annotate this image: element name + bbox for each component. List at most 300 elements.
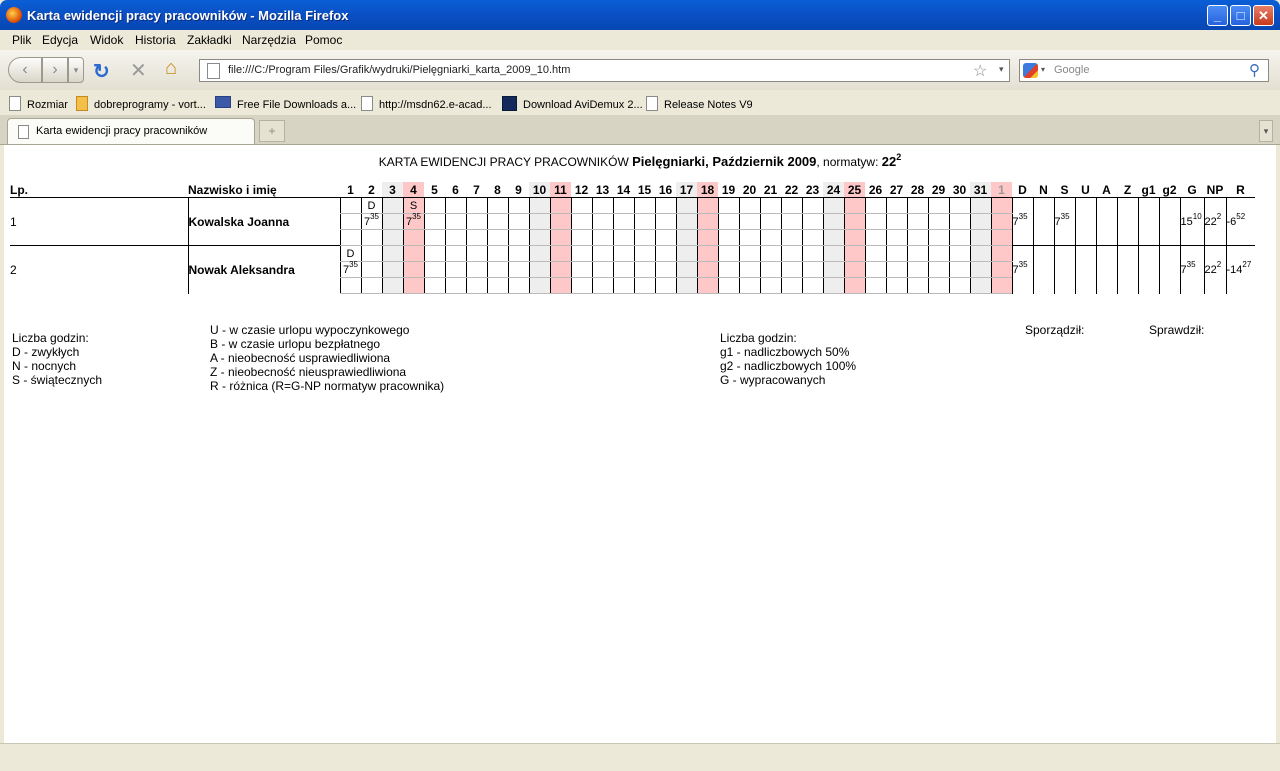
day-cell[interactable]: [823, 278, 844, 294]
day-cell[interactable]: [928, 198, 949, 214]
day-cell[interactable]: [823, 214, 844, 230]
sum-g: $15^{10}$: [1180, 198, 1204, 246]
sum-d: $7^{35}$: [1012, 198, 1033, 246]
day-cell[interactable]: [886, 278, 907, 294]
day-cell[interactable]: [550, 198, 571, 214]
day-cell[interactable]: [613, 262, 634, 278]
day-cell[interactable]: [697, 230, 718, 246]
day-cell[interactable]: [718, 198, 739, 214]
day-cell[interactable]: [424, 278, 445, 294]
day-cell[interactable]: [445, 262, 466, 278]
day-cell[interactable]: [508, 246, 529, 262]
day-cell[interactable]: [970, 230, 991, 246]
bookmark-item[interactable]: [646, 96, 753, 111]
day-cell[interactable]: [529, 214, 550, 230]
day-cell[interactable]: [361, 278, 382, 294]
day-cell[interactable]: [781, 198, 802, 214]
day-cell[interactable]: [865, 278, 886, 294]
header-day-31: 31: [970, 182, 991, 198]
day-cell[interactable]: [571, 214, 592, 230]
day-cell[interactable]: [781, 230, 802, 246]
bookmark-label: Download AviDemux 2...: [523, 99, 643, 111]
day-cell[interactable]: [823, 246, 844, 262]
day-cell[interactable]: [445, 246, 466, 262]
day-cell[interactable]: [487, 246, 508, 262]
header-day-14: 14: [613, 182, 634, 198]
employee-lp: 1: [10, 214, 17, 229]
reload-icon[interactable]: ↻: [93, 61, 110, 83]
day-cell[interactable]: [802, 198, 823, 214]
day-cell[interactable]: [697, 246, 718, 262]
menu-edycja[interactable]: Edycja: [42, 33, 79, 47]
day-cell[interactable]: [844, 230, 865, 246]
day-cell[interactable]: [655, 246, 676, 262]
header-day-27: 27: [886, 182, 907, 198]
day-cell[interactable]: [802, 214, 823, 230]
title-bar: [0, 0, 1280, 30]
day-cell[interactable]: D: [340, 246, 361, 262]
employee-lp: 2: [10, 246, 188, 294]
header-day-13: 13: [592, 182, 613, 198]
day-cell[interactable]: [697, 214, 718, 230]
sum-g2: [1159, 198, 1180, 246]
day-cell[interactable]: [403, 246, 424, 262]
day-cell[interactable]: [949, 214, 970, 230]
day-cell[interactable]: [844, 262, 865, 278]
day-cell[interactable]: [697, 262, 718, 278]
day-cell[interactable]: [424, 198, 445, 214]
day-cell[interactable]: [991, 262, 1012, 278]
header-day-21: 21: [760, 182, 781, 198]
bookmark-label: Rozmiar: [27, 99, 68, 111]
day-cell[interactable]: [760, 198, 781, 214]
page-content: [4, 145, 1276, 743]
day-cell[interactable]: [592, 262, 613, 278]
page-icon: [18, 125, 29, 139]
day-cell[interactable]: [718, 246, 739, 262]
day-cell[interactable]: [907, 262, 928, 278]
header-day-10: 10: [529, 182, 550, 198]
day-cell[interactable]: [739, 198, 760, 214]
day-cell[interactable]: [529, 230, 550, 246]
report-title-norm-label: , normatyw:: [816, 155, 882, 169]
header-day-19: 19: [718, 182, 739, 198]
day-cell[interactable]: [508, 262, 529, 278]
bookmark-label: http://msdn62.e-acad...: [379, 99, 492, 111]
day-cell[interactable]: [991, 278, 1012, 294]
page-icon: [9, 96, 21, 111]
search-bar[interactable]: [1019, 59, 1269, 82]
page-icon: [207, 63, 220, 79]
day-cell[interactable]: [571, 198, 592, 214]
day-cell[interactable]: [949, 230, 970, 246]
day-cell[interactable]: [739, 230, 760, 246]
day-cell[interactable]: [424, 214, 445, 230]
day-cell[interactable]: [949, 246, 970, 262]
day-cell[interactable]: [529, 262, 550, 278]
day-cell[interactable]: [466, 262, 487, 278]
day-cell[interactable]: [844, 198, 865, 214]
day-cell[interactable]: [781, 278, 802, 294]
site-icon: [76, 96, 88, 111]
site-icon: [215, 96, 231, 108]
day-cell[interactable]: [802, 262, 823, 278]
day-cell[interactable]: [487, 214, 508, 230]
sum-z: [1117, 246, 1138, 294]
day-cell[interactable]: [928, 230, 949, 246]
day-cell[interactable]: [970, 246, 991, 262]
url-bar[interactable]: [199, 59, 1010, 82]
day-cell[interactable]: [403, 230, 424, 246]
legend-hours: Liczba godzin: D - zwykłych N - nocnych S - świątecznych: [12, 331, 103, 387]
menu-plik[interactable]: Plik: [12, 33, 32, 47]
day-cell[interactable]: [592, 214, 613, 230]
day-cell[interactable]: [571, 262, 592, 278]
day-cell[interactable]: [739, 246, 760, 262]
day-cell[interactable]: [382, 262, 403, 278]
header-day-16: 16: [655, 182, 676, 198]
day-cell[interactable]: [466, 278, 487, 294]
stop-icon[interactable]: ✕: [130, 60, 147, 82]
sum-g2: [1159, 246, 1180, 294]
search-input[interactable]: Google: [1054, 64, 1090, 76]
day-cell[interactable]: [655, 278, 676, 294]
day-cell[interactable]: [592, 198, 613, 214]
day-cell[interactable]: [928, 246, 949, 262]
day-cell[interactable]: D: [361, 198, 382, 214]
day-cell[interactable]: [676, 278, 697, 294]
day-cell[interactable]: [634, 230, 655, 246]
google-icon[interactable]: [1023, 63, 1038, 78]
bookmark-label: Free File Downloads a...: [237, 99, 357, 111]
day-cell[interactable]: [970, 198, 991, 214]
day-cell[interactable]: [739, 262, 760, 278]
day-cell[interactable]: [550, 262, 571, 278]
day-cell[interactable]: [634, 246, 655, 262]
day-cell[interactable]: [361, 246, 382, 262]
sum-d: $7^{35}$: [1012, 246, 1033, 294]
bookmark-item[interactable]: [361, 96, 492, 111]
day-cell[interactable]: [865, 246, 886, 262]
day-cell[interactable]: [886, 246, 907, 262]
day-cell[interactable]: [424, 246, 445, 262]
day-cell[interactable]: [949, 198, 970, 214]
firefox-icon: [6, 7, 22, 23]
menu-narzedzia[interactable]: Narzędzia: [242, 33, 297, 47]
home-icon[interactable]: ⌂: [165, 57, 178, 79]
url-dropdown-icon[interactable]: ▾: [999, 64, 1004, 74]
day-cell[interactable]: [592, 230, 613, 246]
bookmark-item[interactable]: [9, 96, 68, 111]
day-cell[interactable]: [340, 230, 361, 246]
day-cell[interactable]: [970, 214, 991, 230]
day-cell[interactable]: [382, 198, 403, 214]
day-cell[interactable]: [991, 246, 1012, 262]
day-cell[interactable]: [466, 214, 487, 230]
day-cell[interactable]: [718, 230, 739, 246]
day-cell[interactable]: [634, 262, 655, 278]
header-day-1: 1: [340, 182, 361, 198]
day-cell[interactable]: [487, 198, 508, 214]
day-cell[interactable]: [592, 246, 613, 262]
legend-overtime: Liczba godzin: g1 - nadliczbowych 50% g2 - nadliczbowych 100% G - wypracowanych: [720, 331, 857, 387]
day-cell[interactable]: [613, 214, 634, 230]
day-cell[interactable]: [760, 262, 781, 278]
day-cell[interactable]: [781, 262, 802, 278]
day-cell[interactable]: [487, 278, 508, 294]
sum-g: $7^{35}$: [1180, 246, 1204, 294]
bookmark-label: Release Notes V9: [664, 99, 753, 111]
day-cell[interactable]: [718, 278, 739, 294]
day-cell[interactable]: [550, 278, 571, 294]
day-cell[interactable]: [550, 230, 571, 246]
day-cell[interactable]: [655, 198, 676, 214]
day-cell[interactable]: [403, 278, 424, 294]
day-cell[interactable]: [907, 246, 928, 262]
header-day-5: 5: [424, 182, 445, 198]
history-dropdown-button[interactable]: ▾: [68, 57, 84, 83]
day-cell[interactable]: [340, 198, 361, 214]
employee-name: Nowak Aleksandra: [188, 246, 340, 294]
day-cell[interactable]: [613, 246, 634, 262]
day-cell[interactable]: [634, 198, 655, 214]
prepared-by-label: Sporządził:: [1025, 323, 1085, 337]
sum-n: [1033, 198, 1054, 246]
day-cell[interactable]: [571, 230, 592, 246]
day-cell[interactable]: [781, 246, 802, 262]
navigation-toolbar: [0, 50, 1280, 90]
sum-np: $22^2$: [1204, 246, 1226, 294]
day-cell[interactable]: [634, 214, 655, 230]
sum-np: $22^2$: [1204, 198, 1226, 246]
menu-zakladki[interactable]: Zakładki: [187, 33, 232, 47]
tab-active[interactable]: [7, 118, 255, 144]
day-cell[interactable]: [802, 278, 823, 294]
bookmark-item[interactable]: [502, 96, 643, 111]
day-cell[interactable]: [907, 278, 928, 294]
day-cell[interactable]: [655, 230, 676, 246]
day-cell[interactable]: [445, 230, 466, 246]
day-cell[interactable]: [571, 246, 592, 262]
day-cell[interactable]: [886, 198, 907, 214]
header-sum-d: D: [1012, 182, 1033, 198]
day-cell[interactable]: [928, 278, 949, 294]
day-cell[interactable]: $7^{35}$: [340, 262, 361, 278]
timesheet-table: [10, 182, 1255, 294]
day-cell[interactable]: [928, 214, 949, 230]
day-cell[interactable]: [823, 262, 844, 278]
forward-button[interactable]: ›: [42, 57, 68, 83]
day-cell[interactable]: [991, 230, 1012, 246]
maximize-button[interactable]: □: [1230, 5, 1251, 26]
report-norm-sup: 2: [896, 152, 902, 162]
day-cell[interactable]: [760, 278, 781, 294]
day-cell[interactable]: [424, 262, 445, 278]
search-engine-dropdown-icon[interactable]: ▾: [1041, 65, 1046, 74]
day-cell[interactable]: [403, 262, 424, 278]
bookmark-item[interactable]: [76, 96, 206, 111]
day-cell[interactable]: S: [403, 198, 424, 214]
day-cell[interactable]: [655, 262, 676, 278]
day-cell[interactable]: [445, 214, 466, 230]
header-day-32: 1: [991, 182, 1012, 198]
day-cell[interactable]: [907, 214, 928, 230]
day-cell[interactable]: [340, 214, 361, 230]
day-cell[interactable]: [676, 198, 697, 214]
url-text[interactable]: file:///C:/Program Files/Grafik/wydruki/Pielęgniarki_karta_2009_10.htm: [228, 64, 571, 76]
day-cell[interactable]: [529, 278, 550, 294]
day-cell[interactable]: [760, 214, 781, 230]
day-cell[interactable]: [508, 214, 529, 230]
minimize-button[interactable]: _: [1207, 5, 1228, 26]
sum-r: $-14^{27}$: [1226, 246, 1255, 294]
day-cell[interactable]: [970, 278, 991, 294]
header-day-4: 4: [403, 182, 424, 198]
sum-a: [1096, 246, 1117, 294]
bookmark-star-icon[interactable]: ☆: [973, 63, 988, 80]
day-cell[interactable]: [865, 214, 886, 230]
sum-s: [1054, 246, 1075, 294]
day-cell[interactable]: [718, 262, 739, 278]
day-cell[interactable]: [676, 230, 697, 246]
day-cell[interactable]: [676, 246, 697, 262]
day-cell[interactable]: [361, 262, 382, 278]
employee-row: [10, 198, 1255, 214]
day-cell[interactable]: [466, 230, 487, 246]
day-cell[interactable]: [361, 230, 382, 246]
day-cell[interactable]: [550, 214, 571, 230]
day-cell[interactable]: [508, 278, 529, 294]
day-cell[interactable]: [844, 214, 865, 230]
menu-pomoc[interactable]: Pomoc: [305, 33, 343, 47]
close-button[interactable]: ✕: [1253, 5, 1274, 26]
day-cell[interactable]: [340, 278, 361, 294]
day-cell[interactable]: $7^{35}$: [403, 214, 424, 230]
day-cell[interactable]: [781, 214, 802, 230]
day-cell[interactable]: [739, 214, 760, 230]
header-lp: Lp.: [10, 182, 188, 198]
day-cell[interactable]: [508, 198, 529, 214]
day-cell[interactable]: [970, 262, 991, 278]
header-day-24: 24: [823, 182, 844, 198]
day-cell[interactable]: [508, 230, 529, 246]
header-day-7: 7: [466, 182, 487, 198]
bookmark-item[interactable]: [215, 96, 356, 111]
sum-u: [1075, 198, 1096, 246]
day-cell[interactable]: [865, 262, 886, 278]
day-cell[interactable]: [697, 278, 718, 294]
day-cell[interactable]: [613, 278, 634, 294]
day-cell[interactable]: [445, 278, 466, 294]
day-cell[interactable]: [760, 246, 781, 262]
day-cell[interactable]: [928, 262, 949, 278]
day-cell[interactable]: [718, 214, 739, 230]
back-button[interactable]: ‹: [8, 57, 42, 83]
day-cell[interactable]: [886, 262, 907, 278]
day-cell[interactable]: $7^{35}$: [361, 214, 382, 230]
day-cell[interactable]: [739, 278, 760, 294]
day-cell[interactable]: [466, 198, 487, 214]
header-day-25: 25: [844, 182, 865, 198]
day-cell[interactable]: [865, 230, 886, 246]
day-cell[interactable]: [823, 230, 844, 246]
menu-widok[interactable]: Widok: [90, 33, 124, 47]
day-cell[interactable]: [613, 198, 634, 214]
day-cell[interactable]: [676, 262, 697, 278]
header-sum-s: S: [1054, 182, 1075, 198]
day-cell[interactable]: [760, 230, 781, 246]
day-cell[interactable]: [886, 230, 907, 246]
day-cell[interactable]: [550, 246, 571, 262]
header-sum-r: R: [1226, 182, 1255, 198]
header-day-6: 6: [445, 182, 466, 198]
header-day-8: 8: [487, 182, 508, 198]
day-cell[interactable]: [655, 214, 676, 230]
day-cell[interactable]: [571, 278, 592, 294]
header-sum-g: G: [1180, 182, 1204, 198]
day-cell[interactable]: [487, 262, 508, 278]
day-cell[interactable]: [382, 278, 403, 294]
header-day-15: 15: [634, 182, 655, 198]
page-icon: [361, 96, 373, 111]
day-cell[interactable]: [676, 214, 697, 230]
employee-row: [10, 246, 1255, 262]
checked-by-label: Sprawdził:: [1149, 323, 1205, 337]
new-tab-button[interactable]: +: [259, 120, 285, 142]
day-cell[interactable]: [529, 198, 550, 214]
day-cell[interactable]: [382, 230, 403, 246]
day-cell[interactable]: [844, 278, 865, 294]
header-sum-n: N: [1033, 182, 1054, 198]
day-cell[interactable]: [592, 278, 613, 294]
list-tabs-button[interactable]: ▾: [1259, 120, 1273, 142]
search-icon[interactable]: ⚲: [1249, 62, 1260, 79]
day-cell[interactable]: [445, 198, 466, 214]
day-cell[interactable]: [613, 230, 634, 246]
day-cell[interactable]: [487, 230, 508, 246]
day-cell[interactable]: [802, 246, 823, 262]
day-cell[interactable]: [949, 278, 970, 294]
header-day-18: 18: [697, 182, 718, 198]
day-cell[interactable]: [382, 214, 403, 230]
day-cell[interactable]: [907, 230, 928, 246]
day-cell[interactable]: [949, 262, 970, 278]
day-cell[interactable]: [697, 198, 718, 214]
menu-historia[interactable]: Historia: [135, 33, 176, 47]
menu-bar: [0, 30, 1280, 50]
header-day-20: 20: [739, 182, 760, 198]
day-cell[interactable]: [634, 278, 655, 294]
bookmark-label: dobreprogramy - vort...: [94, 99, 206, 111]
header-sum-a: A: [1096, 182, 1117, 198]
day-cell[interactable]: [424, 230, 445, 246]
legend-codes: U - w czasie urlopu wypoczynkowego B - w czasie urlopu bezpłatnego A - nieobecność usprawiedliwiona Z - nieobecność nieusprawiedliwiona R - różnica (R=G-NP normatyw pracownika): [210, 323, 445, 393]
day-cell[interactable]: [823, 198, 844, 214]
day-cell[interactable]: [907, 198, 928, 214]
day-cell[interactable]: [991, 198, 1012, 214]
day-cell[interactable]: [991, 214, 1012, 230]
header-name: Nazwisko i imię: [188, 182, 340, 198]
day-cell[interactable]: [802, 230, 823, 246]
day-cell[interactable]: [529, 246, 550, 262]
tab-strip: [0, 115, 1280, 145]
day-cell[interactable]: [886, 214, 907, 230]
day-cell[interactable]: [382, 246, 403, 262]
day-cell[interactable]: [844, 246, 865, 262]
header-day-26: 26: [865, 182, 886, 198]
day-cell[interactable]: [466, 246, 487, 262]
day-cell[interactable]: [865, 198, 886, 214]
